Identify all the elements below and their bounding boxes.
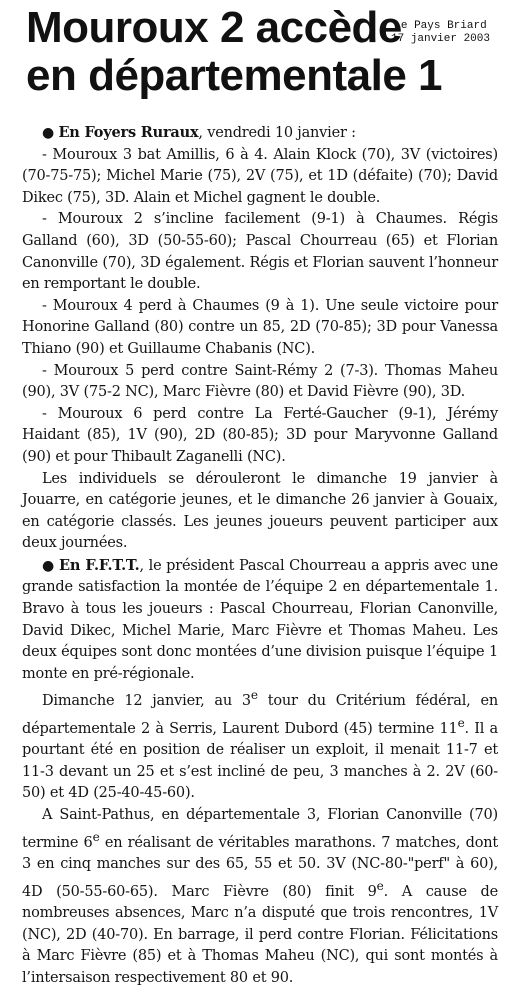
paragraph-text: , le président Pascal Chourreau a appris avec une grande satisfaction la montée de l’équipe 2 en départementale 1. Bravo à tous les joueurs : Pascal Chourreau, Florian Canonville, David Dikec, Michel Marie, Marc Fièvre et Thomas Maheu. Les deux équipes sont donc montées d’une division puisque l’équipe 1 monte en pré-régionale.: [22, 557, 498, 682]
article-header: [22, 0, 498, 112]
section-lead-foyers-ruraux: En Foyers Ruraux: [58, 124, 199, 141]
paragraph-text: , vendredi 10 janvier :: [198, 125, 356, 141]
source-name: Le Pays Briard: [394, 20, 487, 32]
text-run: . Il a pourtant été en position de réaliser un exploit, il menait 11-7 et 11-3 devant un 25 et s’est incliné de peu, 3 manches à 2. 2V (60-50) et 4D (25-40-45-60).: [22, 720, 498, 802]
text-run: A Saint-Pathus, en départementale 3, Florian Canonville (70) termine 6: [22, 807, 498, 851]
paragraph-mouroux-3: - Mouroux 3 bat Amillis, 6 à 4. Alain Klock (70), 3V (victoires) (70-75-75); Michel Marie (75), 2V (75), et 1D (défaite) (70); David Dikec (75), 3D. Alain et Michel gagnent le double.: [22, 146, 498, 206]
paragraph-fftt: [22, 555, 498, 686]
text-run: Dimanche 12 janvier, au 3: [42, 693, 251, 710]
ordinal-suffix: e: [250, 688, 258, 703]
ordinal-suffix: e: [92, 829, 100, 844]
headline-line-2: en départementale 1: [26, 51, 442, 100]
section-lead-fftt: En F.F.T.T.: [59, 556, 140, 574]
bullet-icon: ●: [42, 125, 55, 141]
paragraph-mouroux-2: - Mouroux 2 s’incline facilement (9-1) à Chaumes. Régis Galland (60), 3D (50-55-60); Pascal Chourreau (65) et Florian Canonville (70), 3D également. Régis et Florian sauvent l’honneur en remportant le double.: [22, 211, 498, 293]
text-run: en réalisant de véritables marathons. 7 matches, dont 3 en cinq manches sur des 65, 55 et 50. 3V (NC-80-"perf" à 60), 4D (50-55-60-65). Marc Fièvre (80) finit 9: [22, 834, 499, 900]
paragraph-mouroux-5: - Mouroux 5 perd contre Saint-Rémy 2 (7-3). Thomas Maheu (90), 3V (75-2 NC), Marc Fièvre (80) et David Fièvre (90), 3D.: [22, 362, 498, 401]
bullet-icon: ●: [42, 557, 55, 574]
paragraph-foyers-ruraux: [22, 122, 498, 145]
ordinal-suffix: e: [457, 715, 465, 730]
source-date: 17 janvier 2003: [390, 33, 490, 45]
article-body: [22, 122, 498, 989]
paragraph-individuels: Les individuels se dérouleront le dimanche 19 janvier à Jouarre, en catégorie jeunes, et le dimanche 26 janvier à Gouaix, en catégorie classés. Les jeunes joueurs peuvent participer aux deux journées.: [22, 470, 498, 552]
text-run: . A cause de nombreuses absences, Marc n’a disputé que trois rencontres, 1V (NC), 2D (40-70). En barrage, il perd contre Florian. Félicitations à Marc Fièvre (85) et à Thomas Maheu (NC), qui sont montés à l’intersaison respectivement 80 et 90.: [22, 883, 499, 986]
headline: [26, 4, 442, 100]
paragraph-criterium-serris: [22, 685, 498, 805]
text-run: tour du Critérium fédéral, en départementale 2 à Serris, Laurent Dubord (45) termine 11: [22, 693, 498, 737]
source-stamp: [391, 20, 490, 46]
paragraph-mouroux-6: - Mouroux 6 perd contre La Ferté-Gaucher (9-1), Jérémy Haidant (85), 1V (90), 2D (80-85); 3D pour Maryvonne Galland (90) et pour Thibault Zaganelli (NC).: [22, 405, 498, 465]
paragraph-mouroux-4: - Mouroux 4 perd à Chaumes (9 à 1). Une seule victoire pour Honorine Galland (80) contre un 85, 2D (70-85); 3D pour Vanessa Thiano (90) et Guillaume Chabanis (NC).: [22, 297, 498, 357]
ordinal-suffix: e: [376, 878, 384, 893]
headline-line-1: Mouroux 2 accède: [26, 3, 402, 52]
paragraph-saint-pathus: [22, 805, 498, 989]
